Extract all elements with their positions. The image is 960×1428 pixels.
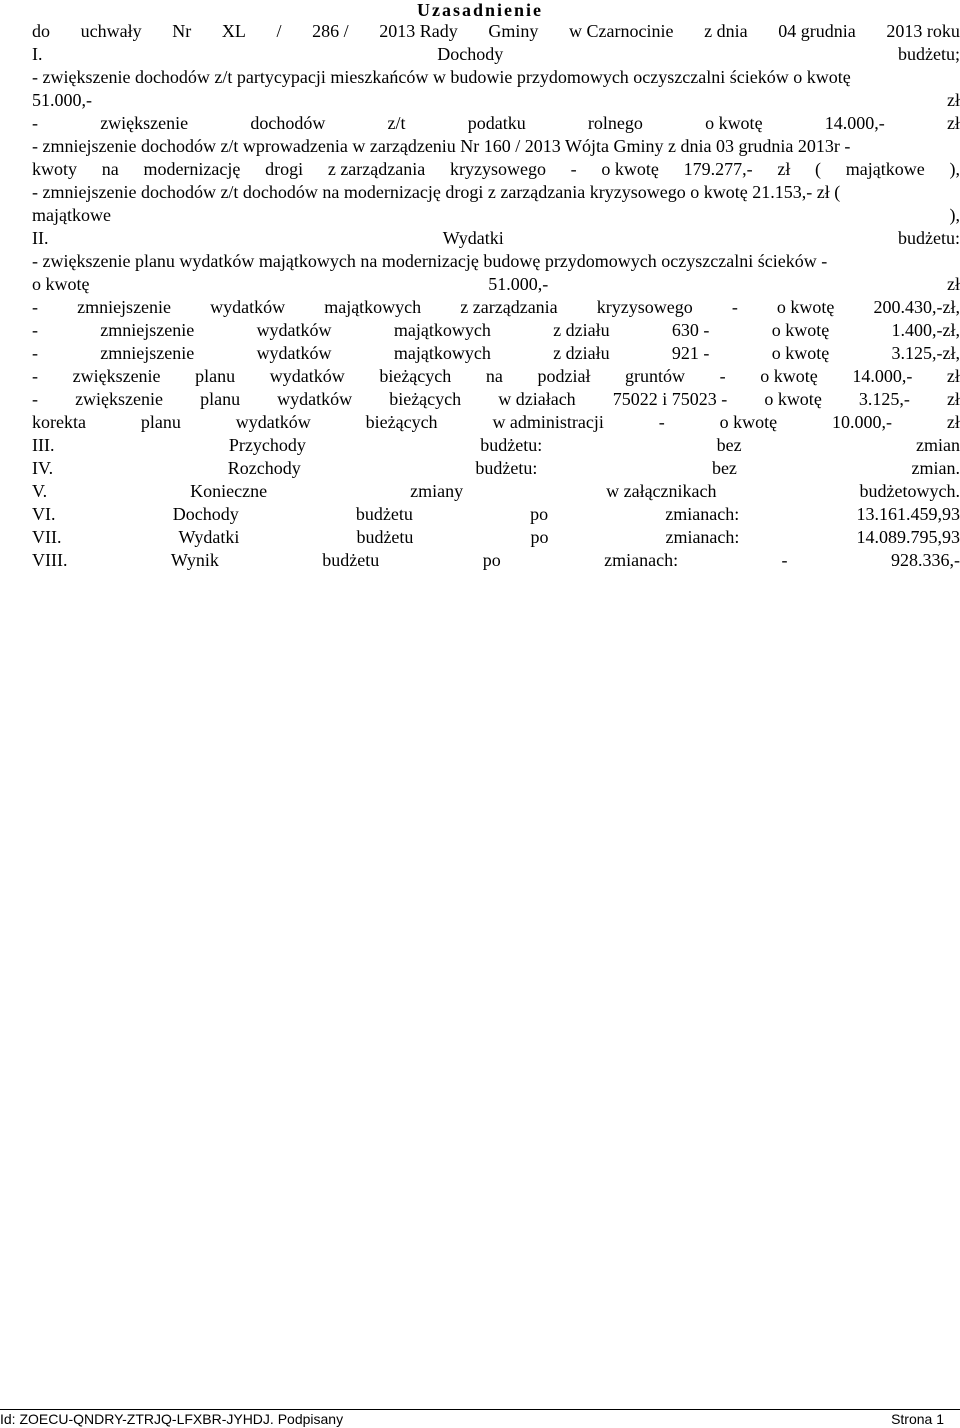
text-word: kwoty	[32, 159, 77, 179]
text-word: budżetu:	[898, 228, 960, 248]
text-word: -	[719, 366, 726, 386]
text-word: budżetu	[356, 527, 414, 547]
text-word: IV.	[32, 458, 54, 478]
text-word: 286 /	[312, 21, 349, 41]
document-title: Uzasadnienie	[416, 0, 543, 20]
text-word: zmianach:	[665, 527, 740, 547]
text-word: po	[482, 550, 501, 570]
text-word: budżetu	[355, 504, 413, 524]
text-word: budżetu;	[898, 44, 960, 64]
text-word: 630 -	[671, 320, 710, 340]
text-word: 179.277,-	[683, 159, 753, 179]
text-word: o kwotę	[776, 297, 835, 317]
text-word: VII.	[32, 527, 62, 547]
text-word: zł	[777, 159, 791, 179]
text-word: zwiększenie	[75, 389, 164, 409]
text-word: 10.000,-	[832, 412, 893, 432]
text-word: budżetowych.	[859, 481, 960, 501]
text-word: budżetu:	[475, 458, 538, 478]
text-word: Wydatki	[178, 527, 240, 547]
text-word: Wydatki	[442, 228, 504, 248]
text-word: bieżących	[389, 389, 462, 409]
text-word: -	[32, 343, 38, 363]
text-word: o kwotę	[32, 274, 90, 294]
text-word: 14.089.795,93	[856, 527, 960, 547]
text-word: z działu	[553, 320, 610, 340]
text-word: -	[32, 297, 38, 317]
text-word: majątkowych	[393, 343, 491, 363]
text-word: na	[485, 366, 503, 386]
text-word: wydatków	[256, 343, 332, 363]
text-line	[32, 503, 960, 526]
text-word: podział	[537, 366, 591, 386]
text-word: wydatków	[210, 297, 286, 317]
text-word: 51.000,-	[32, 90, 92, 110]
text-word: z zarządzania	[460, 297, 558, 317]
text-word: dochodów	[250, 113, 326, 133]
text-word: -	[570, 159, 577, 179]
text-line	[32, 66, 960, 89]
text-line	[32, 480, 960, 503]
text-line	[32, 112, 960, 135]
text-word: Rozchody	[227, 458, 301, 478]
text-word: - zmniejszenie dochodów z/t dochodów na modernizację drogi z zarządzania kryzysowego o kwotę 21.153,- zł (	[32, 182, 841, 202]
text-word: budżetu:	[480, 435, 543, 455]
text-word: gruntów	[625, 366, 686, 386]
text-word: o kwotę	[760, 366, 818, 386]
text-word: kryzysowego	[449, 159, 546, 179]
text-word: -	[731, 297, 738, 317]
text-word: o kwotę	[601, 159, 659, 179]
text-line	[32, 250, 960, 273]
text-word: budżetu	[322, 550, 380, 570]
text-word: zmianach:	[665, 504, 740, 524]
text-word: VIII.	[32, 550, 68, 570]
text-line	[32, 526, 960, 549]
text-word: 921 -	[671, 343, 710, 363]
text-word: o kwotę	[705, 113, 763, 133]
text-line	[32, 365, 960, 388]
text-word: bez	[716, 435, 742, 455]
text-word: o kwotę	[771, 343, 830, 363]
text-word: z zarządzania	[327, 159, 426, 179]
text-word: Dochody	[172, 504, 239, 524]
text-word: -	[658, 412, 665, 432]
text-line	[32, 411, 960, 434]
text-line	[32, 181, 960, 204]
text-word: /	[276, 21, 282, 41]
text-word: do	[32, 21, 50, 41]
text-word: zmniejszenie	[100, 343, 195, 363]
text-word: Gminy	[488, 21, 539, 41]
text-line	[32, 20, 960, 43]
text-word: Nr	[172, 21, 192, 41]
text-word: zmianach:	[604, 550, 679, 570]
text-word: planu	[200, 389, 241, 409]
text-word: 928.336,-	[890, 550, 960, 570]
text-word: -	[32, 389, 38, 409]
text-word: III.	[32, 435, 55, 455]
text-line	[32, 434, 960, 457]
text-word: VI.	[32, 504, 56, 524]
text-word: bez	[711, 458, 737, 478]
text-word: V.	[32, 481, 48, 501]
text-word: zł	[946, 412, 960, 432]
text-word: 3.125,-zł,	[891, 343, 960, 363]
text-line	[32, 388, 960, 411]
text-line	[32, 457, 960, 480]
text-word: wydatków	[277, 389, 353, 409]
text-word: 2013 Rady	[379, 21, 458, 41]
text-word: 75022 i 75023 -	[612, 389, 728, 409]
text-word: po	[530, 504, 549, 524]
text-line	[32, 43, 960, 66]
text-word: bieżących	[365, 412, 438, 432]
text-word: -	[32, 320, 38, 340]
text-word: II.	[32, 228, 49, 248]
text-word: - zwiększenie dochodów z/t partycypacji mieszkańców w budowie przydomowych oczyszczalni ścieków o kwotę	[32, 67, 851, 87]
text-word: zmniejszenie	[77, 297, 172, 317]
text-word: planu	[140, 412, 181, 432]
text-line	[32, 158, 960, 181]
text-word: -	[32, 113, 38, 133]
text-word: 51.000,-	[488, 274, 549, 294]
text-word: Przychody	[228, 435, 306, 455]
text-word: rolnego	[587, 113, 643, 133]
text-word: Dochody	[437, 44, 504, 64]
text-word: z dnia	[704, 21, 748, 41]
text-word: ),	[949, 159, 960, 179]
text-word: w Czarnocinie	[569, 21, 674, 41]
text-word: modernizację	[143, 159, 241, 179]
text-word: z/t	[387, 113, 406, 133]
text-word: zł	[946, 113, 960, 133]
text-word: o kwotę	[719, 412, 778, 432]
text-word: kryzysowego	[596, 297, 693, 317]
text-word: I.	[32, 44, 43, 64]
text-word: 200.430,-zł,	[873, 297, 960, 317]
text-word: (	[815, 159, 822, 179]
text-word: zmian.	[911, 458, 960, 478]
text-word: ),	[949, 205, 960, 225]
text-word: korekta	[32, 412, 86, 432]
text-line	[32, 135, 960, 158]
text-word: majątkowe	[32, 205, 111, 225]
text-word: 3.125,-	[858, 389, 910, 409]
text-word: majątkowych	[324, 297, 422, 317]
text-word: wydatków	[269, 366, 345, 386]
footer-page-number: Strona 1	[891, 1411, 944, 1427]
text-word: 14.000,-	[824, 113, 885, 133]
text-line	[32, 296, 960, 319]
text-word: o kwotę	[771, 320, 830, 340]
text-line	[32, 204, 960, 227]
text-word: po	[530, 527, 549, 547]
text-word: - zwiększenie planu wydatków majątkowych na modernizację budowę przydomowych oczyszczalni ścieków -	[32, 251, 828, 271]
text-word: majątkowe	[845, 159, 925, 179]
text-word: podatku	[467, 113, 526, 133]
text-word: -	[781, 550, 788, 570]
text-word: zł	[947, 274, 960, 294]
page-footer	[0, 1409, 960, 1428]
text-line	[32, 549, 960, 572]
text-word: drogi	[265, 159, 304, 179]
text-word: zmniejszenie	[100, 320, 195, 340]
text-line	[32, 273, 960, 296]
text-word: na	[101, 159, 119, 179]
text-word: zmiany	[410, 481, 464, 501]
text-word: Konieczne	[190, 481, 268, 501]
text-word: 04 grudnia	[778, 21, 856, 41]
text-word: 14.000,-	[852, 366, 913, 386]
text-word: zwiększenie	[72, 366, 161, 386]
text-line	[32, 342, 960, 365]
text-word: - zmniejszenie dochodów z/t wprowadzenia w zarządzeniu Nr 160 / 2013 Wójta Gminy z dnia 03 grudnia 2013r -	[32, 136, 851, 156]
text-word: bieżących	[379, 366, 452, 386]
text-word: wydatków	[256, 320, 332, 340]
text-word: -	[32, 366, 38, 386]
text-line	[32, 227, 960, 250]
text-line	[32, 319, 960, 342]
text-word: w załącznikach	[606, 481, 717, 501]
text-word: XL	[221, 21, 246, 41]
text-word: zmian	[916, 435, 960, 455]
text-word: zł	[946, 389, 960, 409]
text-word: zł	[947, 90, 960, 110]
footer-document-id: Id: ZOECU-QNDRY-ZTRJQ-LFXBR-JYHDJ. Podpisany	[0, 1411, 344, 1427]
text-word: zwiększenie	[100, 113, 189, 133]
text-word: uchwały	[80, 21, 142, 41]
text-word: 2013 roku	[886, 21, 960, 41]
text-word: wydatków	[235, 412, 311, 432]
text-word: zł	[946, 366, 960, 386]
text-word: planu	[195, 366, 236, 386]
text-word: w administracji	[492, 412, 604, 432]
text-line	[32, 89, 960, 112]
text-word: majątkowych	[393, 320, 491, 340]
text-word: 1.400,-zł,	[891, 320, 960, 340]
text-word: w działach	[498, 389, 576, 409]
text-word: 13.161.459,93	[856, 504, 960, 524]
document-body	[32, 20, 960, 572]
text-word: o kwotę	[764, 389, 822, 409]
text-word: Wynik	[170, 550, 219, 570]
text-word: z działu	[553, 343, 610, 363]
